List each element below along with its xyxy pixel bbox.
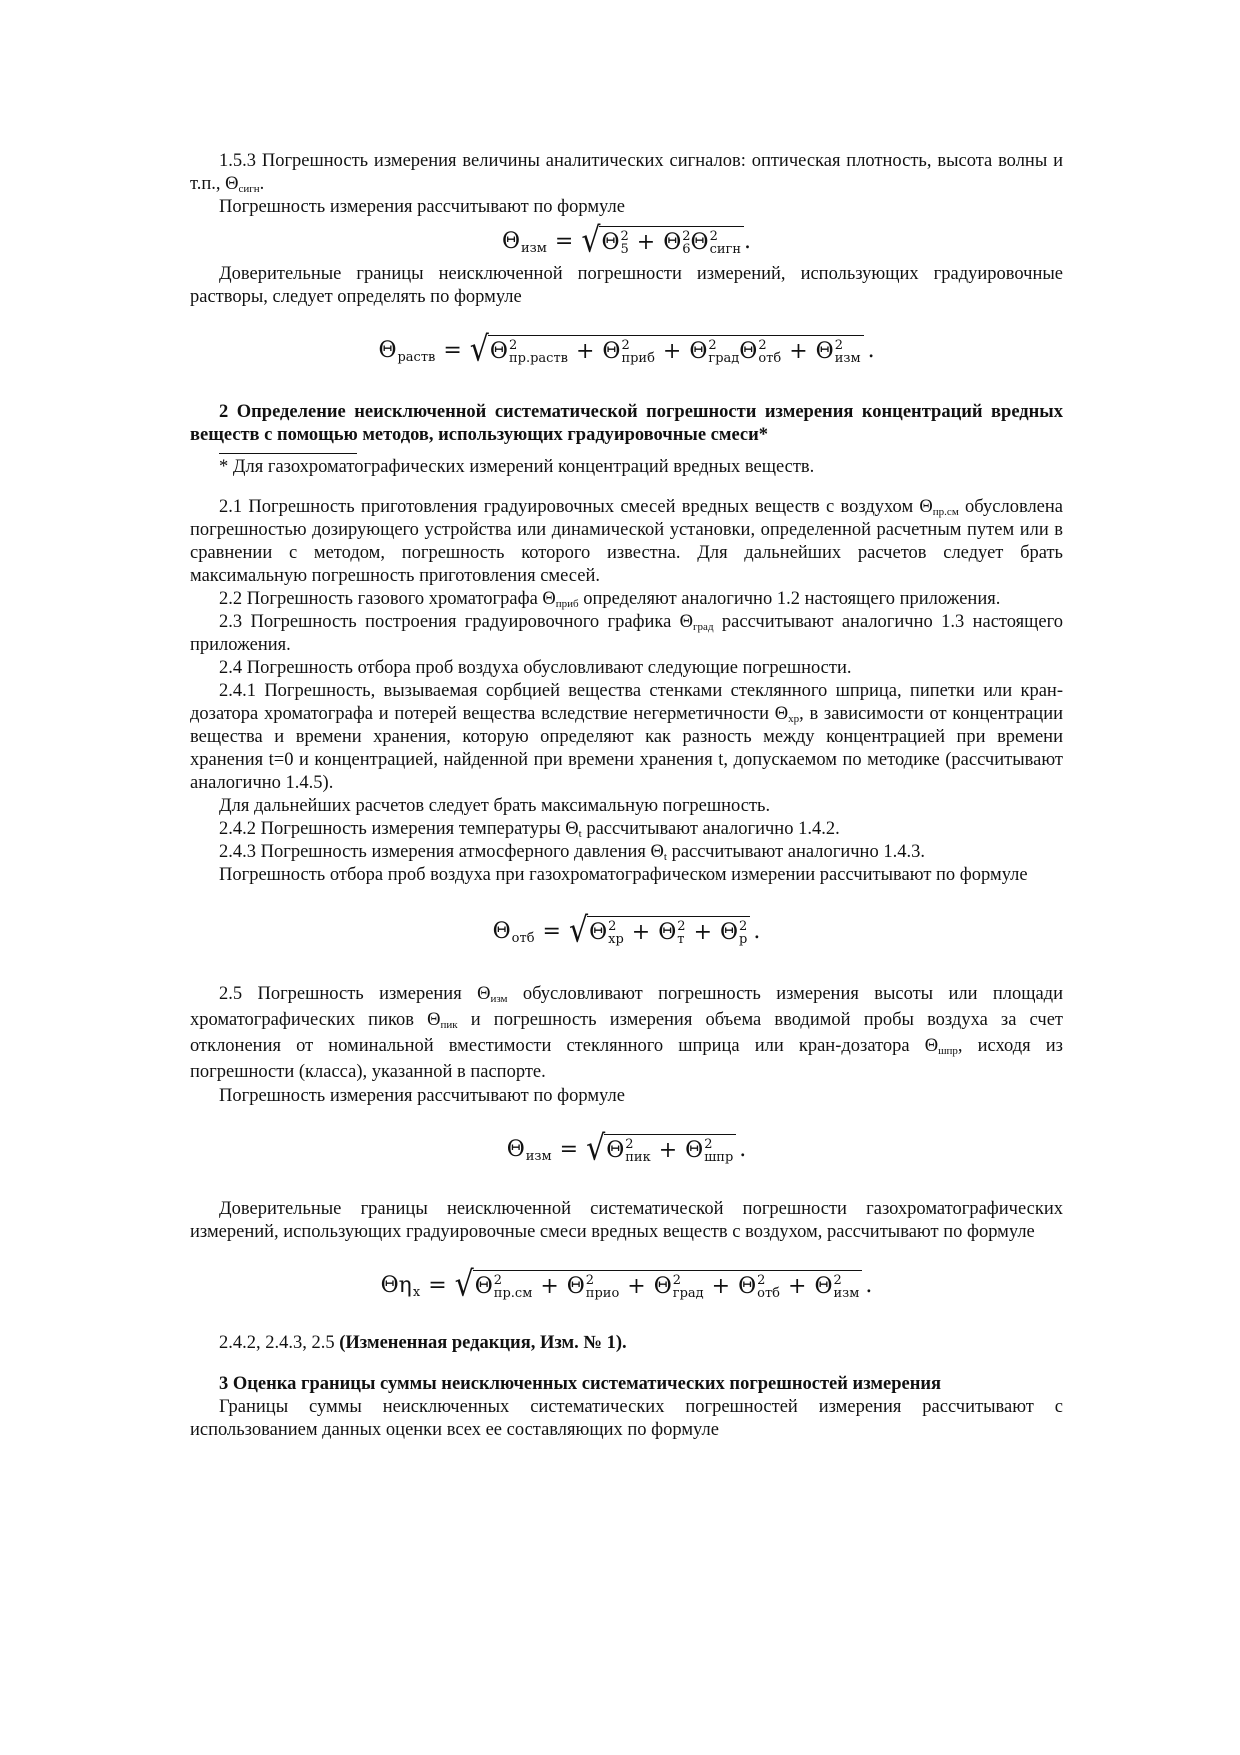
superscript: 2 (833, 1272, 842, 1288)
paragraph-2-4-1 (190, 680, 1063, 795)
subscript: изм (834, 350, 861, 366)
theta-symbol: Θ (501, 228, 521, 254)
paragraph-2-4: 2.4 Погрешность отбора проб воздуха обусловливают следующие погрешности. (219, 658, 852, 678)
subscript: х (412, 1284, 421, 1300)
subscript: пик (625, 1149, 651, 1165)
paragraph-2-2 (190, 588, 1063, 611)
radical-sign-icon: √ (469, 329, 489, 370)
text: , исходя из погрешности (класса), указанной в паспорте. (190, 1036, 1063, 1082)
text: 2.3 Погрешность построения градуировочного графика Θ (219, 612, 694, 632)
paragraph-2-5-formula-intro: Погрешность измерения рассчитывают по формуле (219, 1086, 625, 1106)
subscript: шпр (938, 1045, 958, 1057)
superscript: 2 (758, 337, 767, 353)
square-root (581, 220, 744, 261)
equals-sign: = (443, 337, 462, 363)
subscript: изм (833, 1285, 860, 1301)
subscript: пр.см (932, 506, 959, 518)
superscript: 2 (672, 1272, 682, 1288)
theta-symbol: Θ (492, 918, 511, 944)
subscript: 6 (682, 241, 691, 257)
superscript: 2 (739, 918, 748, 934)
superscript: 2 (625, 1136, 634, 1152)
text: определяют аналогично 1.2 настоящего приложения. (578, 589, 1001, 609)
square-root: √ Θ 2 пик + Θ 2 шпр (586, 1134, 736, 1164)
text: 2.4.2, 2.4.3, 2.5 (219, 1333, 340, 1353)
terms-f2: Θ 2 пр.раств + Θ 2 приб + Θ 2 град Θ 2 отб + Θ 2 изм (488, 335, 864, 365)
subscript: приб (621, 350, 655, 366)
subscript: раств (397, 349, 436, 365)
paragraph-confidence-bounds-gc: Доверительные границы неисключенной систематической погрешности газохроматографических измерений, использующих градуировочные смеси вредных веществ с воздухом, рассчитывают по формуле (190, 1199, 1063, 1242)
period: . (867, 337, 875, 363)
subscript: изм (525, 1148, 552, 1164)
paragraph-2-4-1-note: Для дальнейших расчетов следует брать максимальную погрешность. (219, 796, 771, 816)
period: . (865, 1272, 873, 1298)
subscript: изм (490, 993, 508, 1005)
subscript: сигн (709, 241, 742, 257)
text: рассчитывают аналогично 1.4.2. (581, 819, 840, 839)
subscript: хр (608, 931, 624, 947)
subscript: град (693, 621, 714, 633)
subscript: изм (521, 240, 547, 256)
superscript: 2 (621, 337, 630, 353)
text: 2.1 Погрешность приготовления градуировочных смесей вредных веществ с воздухом Θ (219, 497, 933, 517)
text: 2.5 Погрешность измерения Θ (219, 984, 491, 1004)
text: 2.4.2 Погрешность измерения температуры Θ (219, 819, 579, 839)
theta-symbol: Θ (663, 230, 682, 255)
formula-theta-rastv (190, 309, 1063, 391)
footnote-separator (219, 453, 357, 454)
subscript: прио (585, 1285, 620, 1301)
square-root (469, 329, 864, 370)
text: 2.2 Погрешность газового хроматографа Θ (219, 589, 556, 609)
superscript: 2 (682, 228, 691, 244)
superscript: 2 (704, 1136, 713, 1152)
amendment-note (190, 1332, 1063, 1355)
text: . (259, 174, 265, 194)
subscript: хр (788, 713, 800, 725)
text: 1.5.3 Погрешность измерения величины аналитических сигналов: оптическая плотность, высота волны и т.п., Θ (190, 151, 1063, 194)
radical-sign-icon: √ (454, 1264, 474, 1305)
subscript: отб (511, 930, 535, 946)
footnote: * Для газохроматографических измерений концентраций вредных веществ. (219, 457, 815, 477)
subscript: t (663, 851, 667, 863)
formula-theta-otb (190, 887, 1063, 975)
square-root: √ Θ 2 пр.см + Θ 2 прио + Θ 2 град + Θ 2 отб + Θ 2 изм (455, 1270, 863, 1300)
subscript: пр.см (493, 1285, 533, 1301)
text: рассчитывают аналогично 1.4.3. (666, 842, 925, 862)
subscript: пр.раств (508, 350, 568, 366)
superscript: 2 (834, 337, 843, 353)
subscript: сигн (238, 183, 260, 195)
superscript: 2 (585, 1272, 595, 1288)
theta-symbol: Θ (378, 337, 397, 363)
subscript: град (708, 350, 740, 366)
radical-sign-icon: √ (581, 220, 601, 261)
superscript: 2 (708, 337, 717, 353)
theta-symbol: Θ (601, 230, 620, 255)
paragraph-2-3 (190, 611, 1063, 657)
plus-sign: + (636, 230, 656, 255)
formula-theta-izm-2 (190, 1108, 1063, 1190)
formula-theta-izm-1 (190, 219, 1063, 263)
paragraph-2-5 (190, 981, 1063, 1085)
paragraph-2-4-2 (190, 818, 1063, 841)
text: обусловливают погрешность измерения высоты или площади хроматографических пиков Θ (190, 984, 1063, 1030)
subscript: 5 (620, 241, 629, 257)
section-3-heading: 3 Оценка границы суммы неисключенных систематических погрешностей измерения (219, 1374, 942, 1394)
period: . (744, 228, 752, 254)
text: рассчитывают аналогично 1.3 настоящего приложения. (190, 612, 1063, 655)
theta-symbol: Θ (690, 230, 709, 255)
radical-sign-icon: √ (586, 1128, 606, 1169)
subscript: t (578, 828, 582, 840)
superscript: 2 (620, 228, 629, 244)
subscript: т (677, 931, 685, 947)
theta-eta-symbol: Θη (380, 1272, 412, 1298)
radical-sign-icon: √ (568, 910, 589, 951)
paragraph-2-4-3 (190, 841, 1063, 864)
period: . (739, 1136, 747, 1162)
subscript: приб (555, 598, 579, 610)
equals-sign: = (554, 228, 574, 254)
period: . (753, 918, 761, 944)
superscript: 2 (757, 1272, 766, 1288)
subscript: пик (440, 1019, 458, 1031)
equals-sign: = (559, 1136, 579, 1162)
equals-sign: = (542, 918, 561, 944)
subscript: отб (757, 1285, 780, 1301)
subscript: отб (758, 350, 782, 366)
superscript: 2 (709, 228, 718, 244)
text: 2.4.1 Погрешность, вызываемая сорбцией вещества стенками стеклянного шприца, пипетки или кран-дозатора хроматографа и потерей вещества вследствие негерметичности Θ (190, 681, 1063, 724)
theta-symbol: Θ (506, 1136, 525, 1162)
paragraph-2-4-formula-intro: Погрешность отбора проб воздуха при газохроматографическом измерении рассчитывают по формуле (219, 865, 1028, 885)
amendment-label: (Измененная редакция, Изм. № 1). (339, 1333, 627, 1353)
paragraph-formula-intro: Погрешность измерения рассчитывают по формуле (219, 197, 625, 217)
superscript: 2 (677, 918, 686, 934)
superscript: 2 (493, 1272, 503, 1288)
text: , в зависимости от концентрации вещества и времени хранения, которую определяют как разность между концентрацией при времени хранения t=0 и концентрацией, найденной при времени хранения t, допускаемом по методике (рассчитывают аналогично 1.4.5). (190, 704, 1063, 793)
paragraph-2-1 (190, 496, 1063, 588)
subscript: шпр (704, 1149, 734, 1165)
document-page (190, 150, 1063, 1442)
superscript: 2 (508, 337, 518, 353)
subscript: град (672, 1285, 704, 1301)
paragraph-1-5-3 (190, 150, 1063, 196)
section-2-heading: 2 Определение неисключенной систематической погрешности измерения концентраций вредных веществ с помощью методов, использующих градуировочные смеси* (190, 402, 1063, 445)
text: 2.4.3 Погрешность измерения атмосферного давления Θ (219, 842, 664, 862)
formula-theta-eta-x (190, 1244, 1063, 1326)
equals-sign: = (428, 1272, 447, 1298)
subscript: р (739, 931, 748, 947)
square-root: √ Θ 2 хр + Θ 2 т + Θ 2 р (569, 916, 750, 946)
paragraph-confidence-bounds: Доверительные границы неисключенной погрешности измерений, использующих градуировочные растворы, следует определять по формуле (190, 264, 1063, 307)
text: и погрешность измерения объема вводимой пробы воздуха за счет отклонения от номинальной вместимости стеклянного шприца или кран-дозатора Θ (190, 1010, 1063, 1056)
text: обусловлена погрешностью дозирующего устройства или динамической установки, определенной расчетным путем или в сравнении с методом, погрешность которого известна. Для дальнейших расчетов следует брать максимальную погрешность приготовления смесей. (190, 497, 1063, 586)
paragraph-3: Границы суммы неисключенных систематических погрешностей измерения рассчитывают с использованием данных оценки всех ее составляющих по формуле (190, 1397, 1063, 1440)
superscript: 2 (608, 918, 617, 934)
